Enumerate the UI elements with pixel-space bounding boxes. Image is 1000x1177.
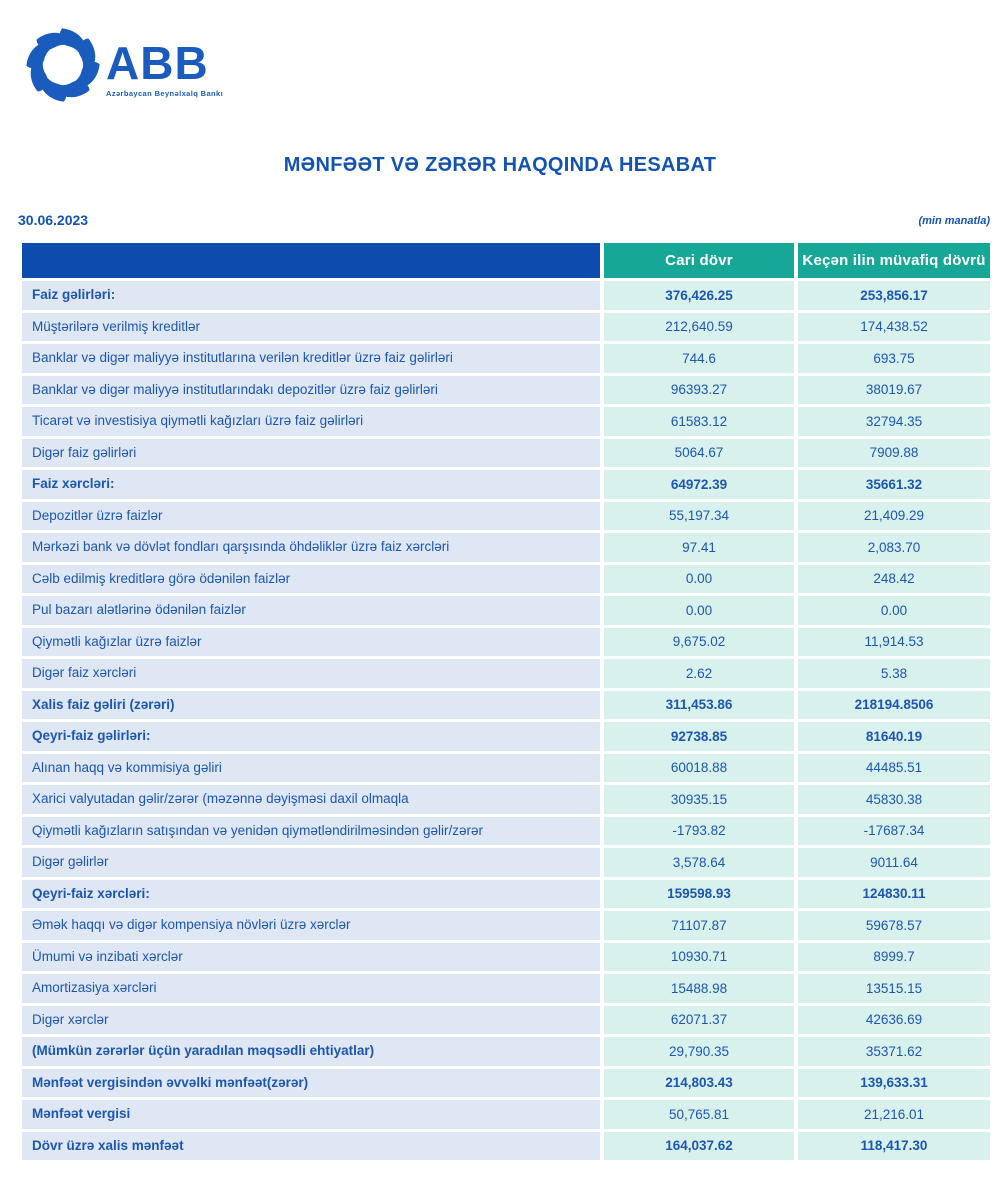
- row-label: Faiz gəlirləri:: [22, 281, 600, 310]
- row-current: 5064.67: [604, 439, 794, 468]
- row-previous: 218194.8506: [798, 691, 990, 720]
- row-previous: 0.00: [798, 596, 990, 625]
- row-label: Faiz xərcləri:: [22, 470, 600, 499]
- row-previous: 8999.7: [798, 943, 990, 972]
- row-label: Mənfəət vergisindən əvvəlki mənfəət(zərər): [22, 1069, 600, 1098]
- table-header-previous-period: Keçən ilin müvafiq dövrü: [798, 243, 990, 278]
- row-previous: 21,409.29: [798, 502, 990, 531]
- row-current: 60018.88: [604, 754, 794, 783]
- row-current: 97.41: [604, 533, 794, 562]
- row-previous: 42636.69: [798, 1006, 990, 1035]
- unit-note: (min manatla): [918, 215, 990, 227]
- row-label: Xarici valyutadan gəlir/zərər (məzənnə dəyişməsi daxil olmaqla: [22, 785, 600, 814]
- row-label: Ticarət və investisiya qiymətli kağızları üzrə faiz gəlirləri: [22, 407, 600, 436]
- row-label: Qiymətli kağızlar üzrə faizlər: [22, 628, 600, 657]
- row-label: Qeyri-faiz xərcləri:: [22, 880, 600, 909]
- row-current: 50,765.81: [604, 1100, 794, 1129]
- page-title: MƏNFƏƏT VƏ ZƏRƏR HAQQINDA HESABAT: [283, 154, 717, 176]
- abb-swirl-icon: [24, 26, 102, 104]
- row-current: 55,197.34: [604, 502, 794, 531]
- row-current: 214,803.43: [604, 1069, 794, 1098]
- row-previous: 124830.11: [798, 880, 990, 909]
- logo-text: [106, 37, 224, 98]
- row-current: 376,426.25: [604, 281, 794, 310]
- row-label: Qeyri-faiz gəlirləri:: [22, 722, 600, 751]
- table-header-blank: [22, 243, 600, 278]
- row-current: 71107.87: [604, 911, 794, 940]
- profit-loss-table: [22, 243, 990, 1160]
- row-previous: 139,633.31: [798, 1069, 990, 1098]
- row-previous: 44485.51: [798, 754, 990, 783]
- row-previous: 45830.38: [798, 785, 990, 814]
- row-label: Amortizasiya xərcləri: [22, 974, 600, 1003]
- row-current: 0.00: [604, 596, 794, 625]
- row-previous: 5.38: [798, 659, 990, 688]
- row-current: 62071.37: [604, 1006, 794, 1035]
- row-current: 64972.39: [604, 470, 794, 499]
- row-previous: 118,417.30: [798, 1132, 990, 1161]
- row-label: Banklar və digər maliyyə institutlarına verilən kreditlər üzrə faiz gəlirləri: [22, 344, 600, 373]
- row-current: 92738.85: [604, 722, 794, 751]
- row-previous: 81640.19: [798, 722, 990, 751]
- row-label: Alınan haqq və kommisiya gəliri: [22, 754, 600, 783]
- row-current: 311,453.86: [604, 691, 794, 720]
- row-previous: 38019.67: [798, 376, 990, 405]
- abb-logo: [24, 26, 223, 104]
- row-label: Digər gəlirlər: [22, 848, 600, 877]
- row-current: 0.00: [604, 565, 794, 594]
- row-label: Cəlb edilmiş kreditlərə görə ödənilən faizlər: [22, 565, 600, 594]
- row-previous: 174,438.52: [798, 313, 990, 342]
- row-current: 744.6: [604, 344, 794, 373]
- row-label: Digər faiz xərcləri: [22, 659, 600, 688]
- row-previous: 248.42: [798, 565, 990, 594]
- row-previous: 2,083.70: [798, 533, 990, 562]
- row-current: 3,578.64: [604, 848, 794, 877]
- row-label: Qiymətli kağızların satışından və yenidən qiymətləndirilməsindən gəlir/zərər: [22, 817, 600, 846]
- row-label: Müştərilərə verilmiş kreditlər: [22, 313, 600, 342]
- row-label: Digər faiz gəlirləri: [22, 439, 600, 468]
- meta-row: [18, 212, 990, 234]
- row-previous: 253,856.17: [798, 281, 990, 310]
- logo-tagline: Azərbaycan Beynəlxalq Bankı: [106, 89, 224, 98]
- row-previous: 9011.64: [798, 848, 990, 877]
- row-label: Əmək haqqı və digər kompensiya növləri üzrə xərclər: [22, 911, 600, 940]
- row-current: 61583.12: [604, 407, 794, 436]
- row-current: 9,675.02: [604, 628, 794, 657]
- row-current: -1793.82: [604, 817, 794, 846]
- row-label: Xalis faiz gəliri (zərəri): [22, 691, 600, 720]
- row-label: Dövr üzrə xalis mənfəət: [22, 1132, 600, 1161]
- row-label: Banklar və digər maliyyə institutlarındakı depozitlər üzrə faiz gəlirləri: [22, 376, 600, 405]
- row-previous: 11,914.53: [798, 628, 990, 657]
- row-label: (Mümkün zərərlər üçün yaradılan məqsədli ehtiyatlar): [22, 1037, 600, 1066]
- table-header-current-period: Cari dövr: [604, 243, 794, 278]
- row-current: 96393.27: [604, 376, 794, 405]
- row-previous: 21,216.01: [798, 1100, 990, 1129]
- row-previous: 7909.88: [798, 439, 990, 468]
- logo-brand-text: ABB: [106, 37, 209, 89]
- row-current: 164,037.62: [604, 1132, 794, 1161]
- row-previous: 32794.35: [798, 407, 990, 436]
- row-previous: -17687.34: [798, 817, 990, 846]
- row-previous: 13515.15: [798, 974, 990, 1003]
- row-label: Depozitlər üzrə faizlər: [22, 502, 600, 531]
- row-label: Mənfəət vergisi: [22, 1100, 600, 1129]
- row-previous: 35661.32: [798, 470, 990, 499]
- row-previous: 35371.62: [798, 1037, 990, 1066]
- row-label: Digər xərclər: [22, 1006, 600, 1035]
- row-current: 30935.15: [604, 785, 794, 814]
- row-current: 2.62: [604, 659, 794, 688]
- row-label: Ümumi və inzibati xərclər: [22, 943, 600, 972]
- row-current: 15488.98: [604, 974, 794, 1003]
- report-date: 30.06.2023: [18, 212, 89, 228]
- row-label: Pul bazarı alətlərinə ödənilən faizlər: [22, 596, 600, 625]
- row-previous: 59678.57: [798, 911, 990, 940]
- row-current: 10930.71: [604, 943, 794, 972]
- row-current: 29,790.35: [604, 1037, 794, 1066]
- row-current: 212,640.59: [604, 313, 794, 342]
- row-label: Mərkəzi bank və dövlət fondları qarşısında öhdəliklər üzrə faiz xərcləri: [22, 533, 600, 562]
- row-current: 159598.93: [604, 880, 794, 909]
- row-previous: 693.75: [798, 344, 990, 373]
